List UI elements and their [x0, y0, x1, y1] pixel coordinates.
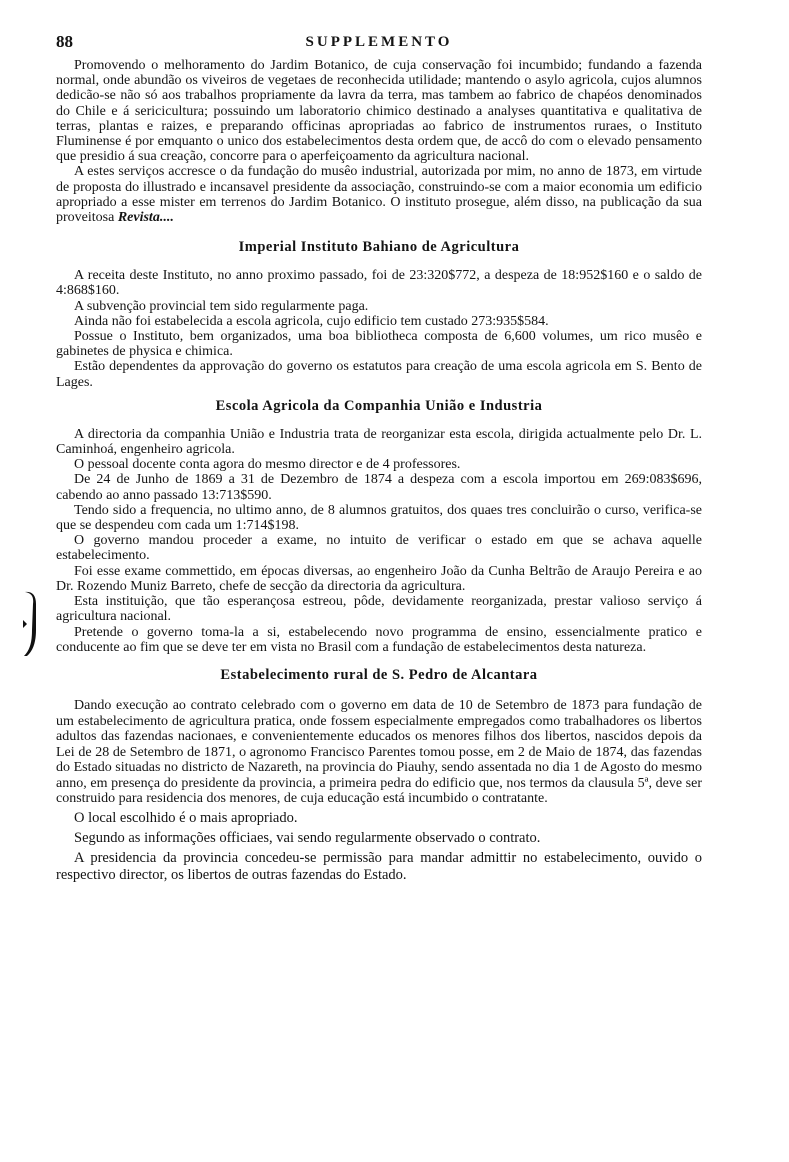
paragraph: A receita deste Instituto, no anno proximo passado, foi de 23:320$772, a despeza de 18:952$160 e o saldo de 4:868$160.	[56, 268, 702, 299]
paragraph: Estão dependentes da approvação do governo os estatutos para creação de uma escola agricola em S. Bento de Lages.	[56, 359, 702, 390]
paragraph: O pessoal docente conta agora do mesmo director e de 4 professores.	[74, 457, 461, 473]
paragraph: Foi esse exame commettido, em épocas diversas, ao engenheiro João da Cunha Beltrão de Araujo Pereira e ao Dr. Rozendo Muniz Barreto, chefe de secção da directoria da agricultura.	[56, 563, 702, 594]
margin-ink-mark	[22, 590, 38, 658]
intro-section	[56, 58, 702, 225]
page-header	[56, 32, 702, 56]
rural-section	[56, 698, 702, 884]
paragraph-text: A estes serviços accresce o da fundação do musêo industrial, autorizada por mim, no anno de 1873, em virtude de proposta do illustrado e incansavel presidente da associação, construindo-se com a maior economia um edificio apropriado a esse mister em terrenos do Jardim Botanico. O instituto prosegue, além disso, na publicação da sua proveitosa	[56, 164, 702, 226]
page	[56, 32, 702, 884]
section-heading-escola: Escola Agricola da Companhia União e Industria	[215, 397, 543, 414]
section-heading-rural: Estabelecimento rural de S. Pedro de Alcantara	[220, 666, 538, 683]
paragraph: Dando execução ao contrato celebrado com o governo em data de 10 de Setembro de 1873 para fundação de um estabelecimento de agricultura pratica, onde fossem especialmente empregados como trabalhadores os libertos adultos das fazendas nacionaes, e convenientemente educados os menores filhos dos libertos, nascidos depois da Lei de 28 de Setembro de 1871, o agronomo Francisco Parentes tomou posse, em 2 de Maio de 1874, das fazendas do Estado situadas no districto de Nazareth, na provincia do Piauhy, sendo assentada no dia 1 de Agosto do mesmo anno, em presença do presidente da provincia, a primeira pedra do edificio que, nos termos da clausula 5ª, deve ser construido para residencia dos menores, de cuja educação está incumbido o contratante.	[56, 697, 702, 807]
running-title: SUPPLEMENTO	[305, 34, 453, 50]
page-number: 88	[56, 32, 73, 51]
paragraph: Segundo as informações officiaes, vai sendo regularmente observado o contrato.	[74, 830, 541, 847]
paragraph: Pretende o governo toma-la a si, estabelecendo novo programma de ensino, essencialmente pratico e conducente ao fim que se deve ter em vista no Brasil com a fundação de estabelecimentos desta natureza.	[56, 624, 702, 655]
paragraph: A presidencia da provincia concedeu-se permissão para mandar admittir no estabelecimento, ouvido o respectivo director, os libertos de outras fazendas do Estado.	[56, 850, 702, 884]
paragraph	[56, 164, 702, 225]
paragraph: O local escolhido é o mais apropriado.	[74, 810, 298, 827]
bahiano-section	[56, 268, 702, 390]
revista-title: Revista....	[117, 210, 174, 226]
paragraph: Tendo sido a frequencia, no ultimo anno, de 8 alumnos gratuitos, dos quaes tres concluirão o curso, verifica-se que se despendeu com cada um 1:714$198.	[56, 502, 702, 534]
paragraph: A subvenção provincial tem sido regularmente paga.	[74, 298, 369, 314]
paragraph: Ainda não foi estabelecida a escola agricola, cujo edificio tem custado 273:935$584.	[74, 313, 549, 329]
paragraph: Possue o Instituto, bem organizados, uma boa bibliotheca composta de 6,600 volumes, um rico musêo e gabinetes de physica e chimica.	[56, 329, 702, 360]
escola-section	[56, 427, 702, 655]
paragraph: Esta instituição, que tão esperançosa estreou, pôde, devidamente reorganizada, prestar valioso serviço á agricultura nacional.	[56, 594, 702, 625]
section-heading-bahiano: Imperial Instituto Bahiano de Agricultura	[238, 239, 520, 256]
paragraph: De 24 de Junho de 1869 a 31 de Dezembro de 1874 a despeza com a escola importou em 269:083$696, cabendo ao anno passado 13:713$590.	[56, 472, 702, 503]
paragraph: O governo mandou proceder a exame, no intuito de verificar o estado em que se achava aquelle estabelecimento.	[56, 533, 702, 564]
paragraph: A directoria da companhia União e Industria trata de reorganizar esta escola, dirigida actualmente pelo Dr. L. Caminhoá, engenheiro agricola.	[56, 426, 702, 458]
paragraph: Promovendo o melhoramento do Jardim Botanico, de cuja conservação foi incumbido; fundando a fazenda normal, onde abundão os viveiros de vegetaes de reconhecida utilidade; mantendo o asylo agricola, cujos alumnos dedicão-se não só aos trabalhos propriamente da lavra da terra, mas tambem ao fabrico de chapéos denominados do Chile e á sericicultura; possuindo um laboratorio chimico destinado a analyses quantitativa e qualitativa de terras, plantas e raizes, e preparando officinas apropriadas ao fabrico de instrumentos ruraes, o Instituto Fluminense é por emquanto o unico dos estabelecimentos desta ordem que, de accô do com o elevado pensamento que presidio á sua creação, concorre para o aperfeiçoamento da agricultura nacional.	[56, 58, 702, 165]
